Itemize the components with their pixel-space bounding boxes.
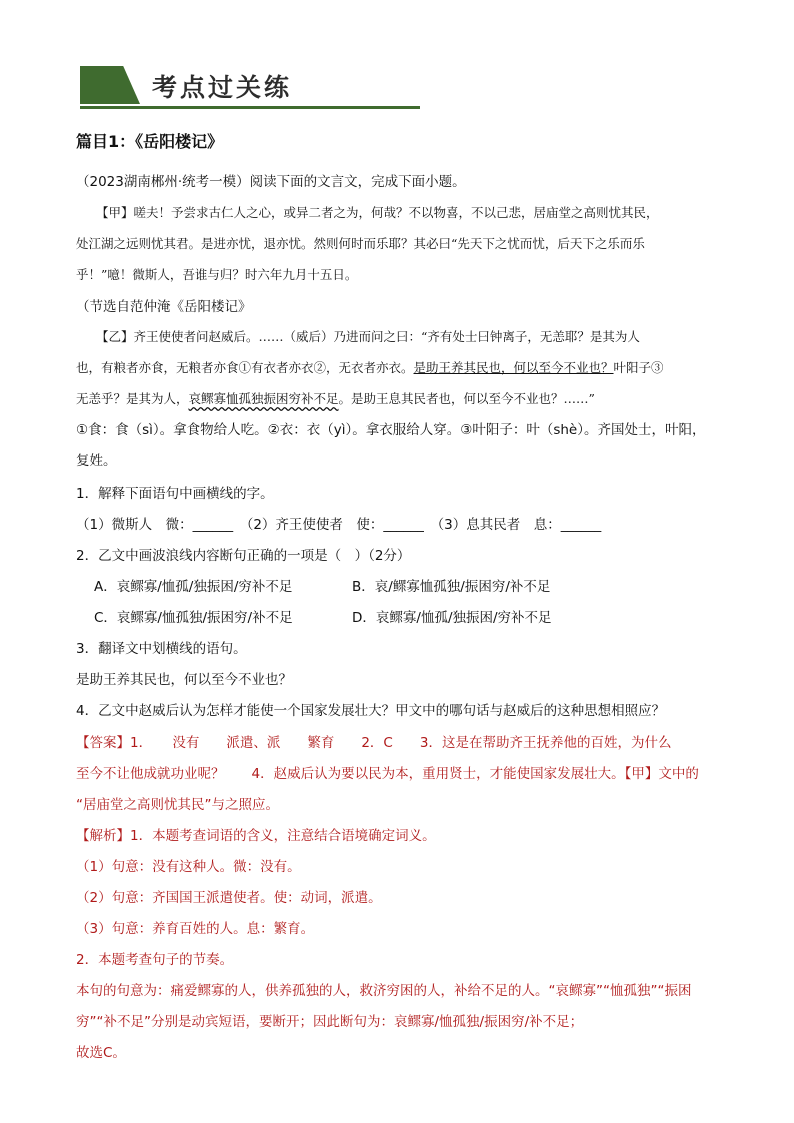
answer-line-2: 至今不让他成就功业呢？ 4．赵威后认为要以民为本，重用贤士，才能使国家发展壮大。【甲】文中的 [76,766,699,782]
analysis-line-1 [76,826,436,846]
section-banner [80,66,420,110]
jia-source: （节选自范仲淹《岳阳楼记》 [76,299,252,315]
yi-line-3-a: 无恙乎？是其为人， [76,391,189,406]
q2-option-c: C．哀鳏寡/恤孤独/振困穷/补不足 [94,610,293,626]
banner-shape-icon [80,66,140,104]
notes-line-1: ①食：食（sì）。拿食物给人吃。②衣：衣（yì）。拿衣服给人穿。③叶阳子：叶（shè）。齐国处士，叶阳， [76,422,706,438]
answer-line-1 [76,733,671,753]
analysis-q2-title: 2．本题考查句子的节奏。 [76,952,234,968]
answer-line-3: “居庙堂之高则忧其民”与之照应。 [76,797,279,813]
analysis-text-1: 1．本题考查词语的含义，注意结合语境确定词义。 [130,828,436,844]
q3-sentence: 是助王养其民也，何以至今不业也？ [76,672,292,688]
q2-stem: 2．乙文中画波浪线内容断句正确的一项是（ ）（2分） [76,548,411,564]
banner-underline [80,106,420,109]
yi-line-3-b: 。是助王息其民者也，何以至今不业也？……” [338,391,595,406]
jia-line-2: 处江湖之远则忧其君。是进亦忧，退亦忧。然则何时而乐耶？其必曰“先天下之忧而忧，后天下之乐而乐 [76,236,645,251]
q1-items: （1）微斯人 微：______ （2）齐王使使者 使：______ （3）息其民者 息：______ [76,517,602,533]
q2-option-d: D．哀鳏寡/恤孤/独振困/穷补不足 [352,610,552,626]
notes-line-2: 复姓。 [76,453,117,469]
q2-option-b: B．哀/鳏寡恤孤独/振困穷/补不足 [352,579,551,595]
yi-underlined-sentence: 是助王养其民也，何以至今不业也？ [413,360,614,375]
section-title: 篇目1：《岳阳楼记》 [76,132,224,151]
analysis-q2-line-2: 穷”“补不足”分别是动宾短语，要断开；因此断句为：哀鳏寡/恤孤独/振困穷/补不足； [76,1014,584,1030]
yi-line-2 [76,358,664,378]
yi-line-1: 【乙】齐王使使者问赵威后。……（威后）乃进而问之曰：“齐有处士曰钟离子，无恙耶？是其为人 [96,329,640,344]
analysis-label: 【解析】 [76,828,130,844]
answer-label: 【答案】 [76,735,130,751]
yi-line-2-b: 叶阳子③ [613,360,664,375]
answer-text-1: 1． 没有 派遣、派 繁育 2．C 3．这是在帮助齐王抚养他的百姓，为什么 [130,735,672,751]
jia-line-1: 【甲】嗟夫！予尝求古仁人之心，或异二者之为，何哉？不以物喜，不以己悲，居庙堂之高则忧其民， [96,205,659,220]
analysis-p3: （3）句意：养育百姓的人。息：繁育。 [76,921,315,937]
q1-stem: 1．解释下面语句中画横线的字。 [76,486,274,502]
banner-title: 考点过关练 [152,73,293,102]
analysis-p2: （2）句意：齐国国王派遣使者。使：动词，派遣。 [76,890,382,906]
yi-wavy-sentence: 哀鳏寡恤孤独振困穷补不足 [188,391,339,406]
yi-line-2-a: 也，有粮者亦食，无粮者亦食①有衣者亦衣②，无衣者亦衣。 [76,360,414,375]
yi-line-3 [76,389,595,409]
intro-text: （2023湖南郴州·统考一模）阅读下面的文言文，完成下面小题。 [76,174,466,190]
analysis-q2-line-1: 本句的句意为：痛爱鳏寡的人，供养孤独的人，救济穷困的人，补给不足的人。“哀鳏寡”“恤孤独”“振困 [76,983,692,999]
jia-line-3: 乎！”噫！微斯人，吾谁与归？时六年九月十五日。 [76,267,358,282]
analysis-p1: （1）句意：没有这种人。微：没有。 [76,859,301,875]
analysis-q2-line-3: 故选C。 [76,1045,126,1061]
q2-option-a: A．哀鳏寡/恤孤/独振困/穷补不足 [94,579,293,595]
q4-stem: 4．乙文中赵威后认为怎样才能使一个国家发展壮大？甲文中的哪句话与赵威后的这种思想相照应？ [76,703,666,719]
q3-stem: 3．翻译文中划横线的语句。 [76,641,247,657]
